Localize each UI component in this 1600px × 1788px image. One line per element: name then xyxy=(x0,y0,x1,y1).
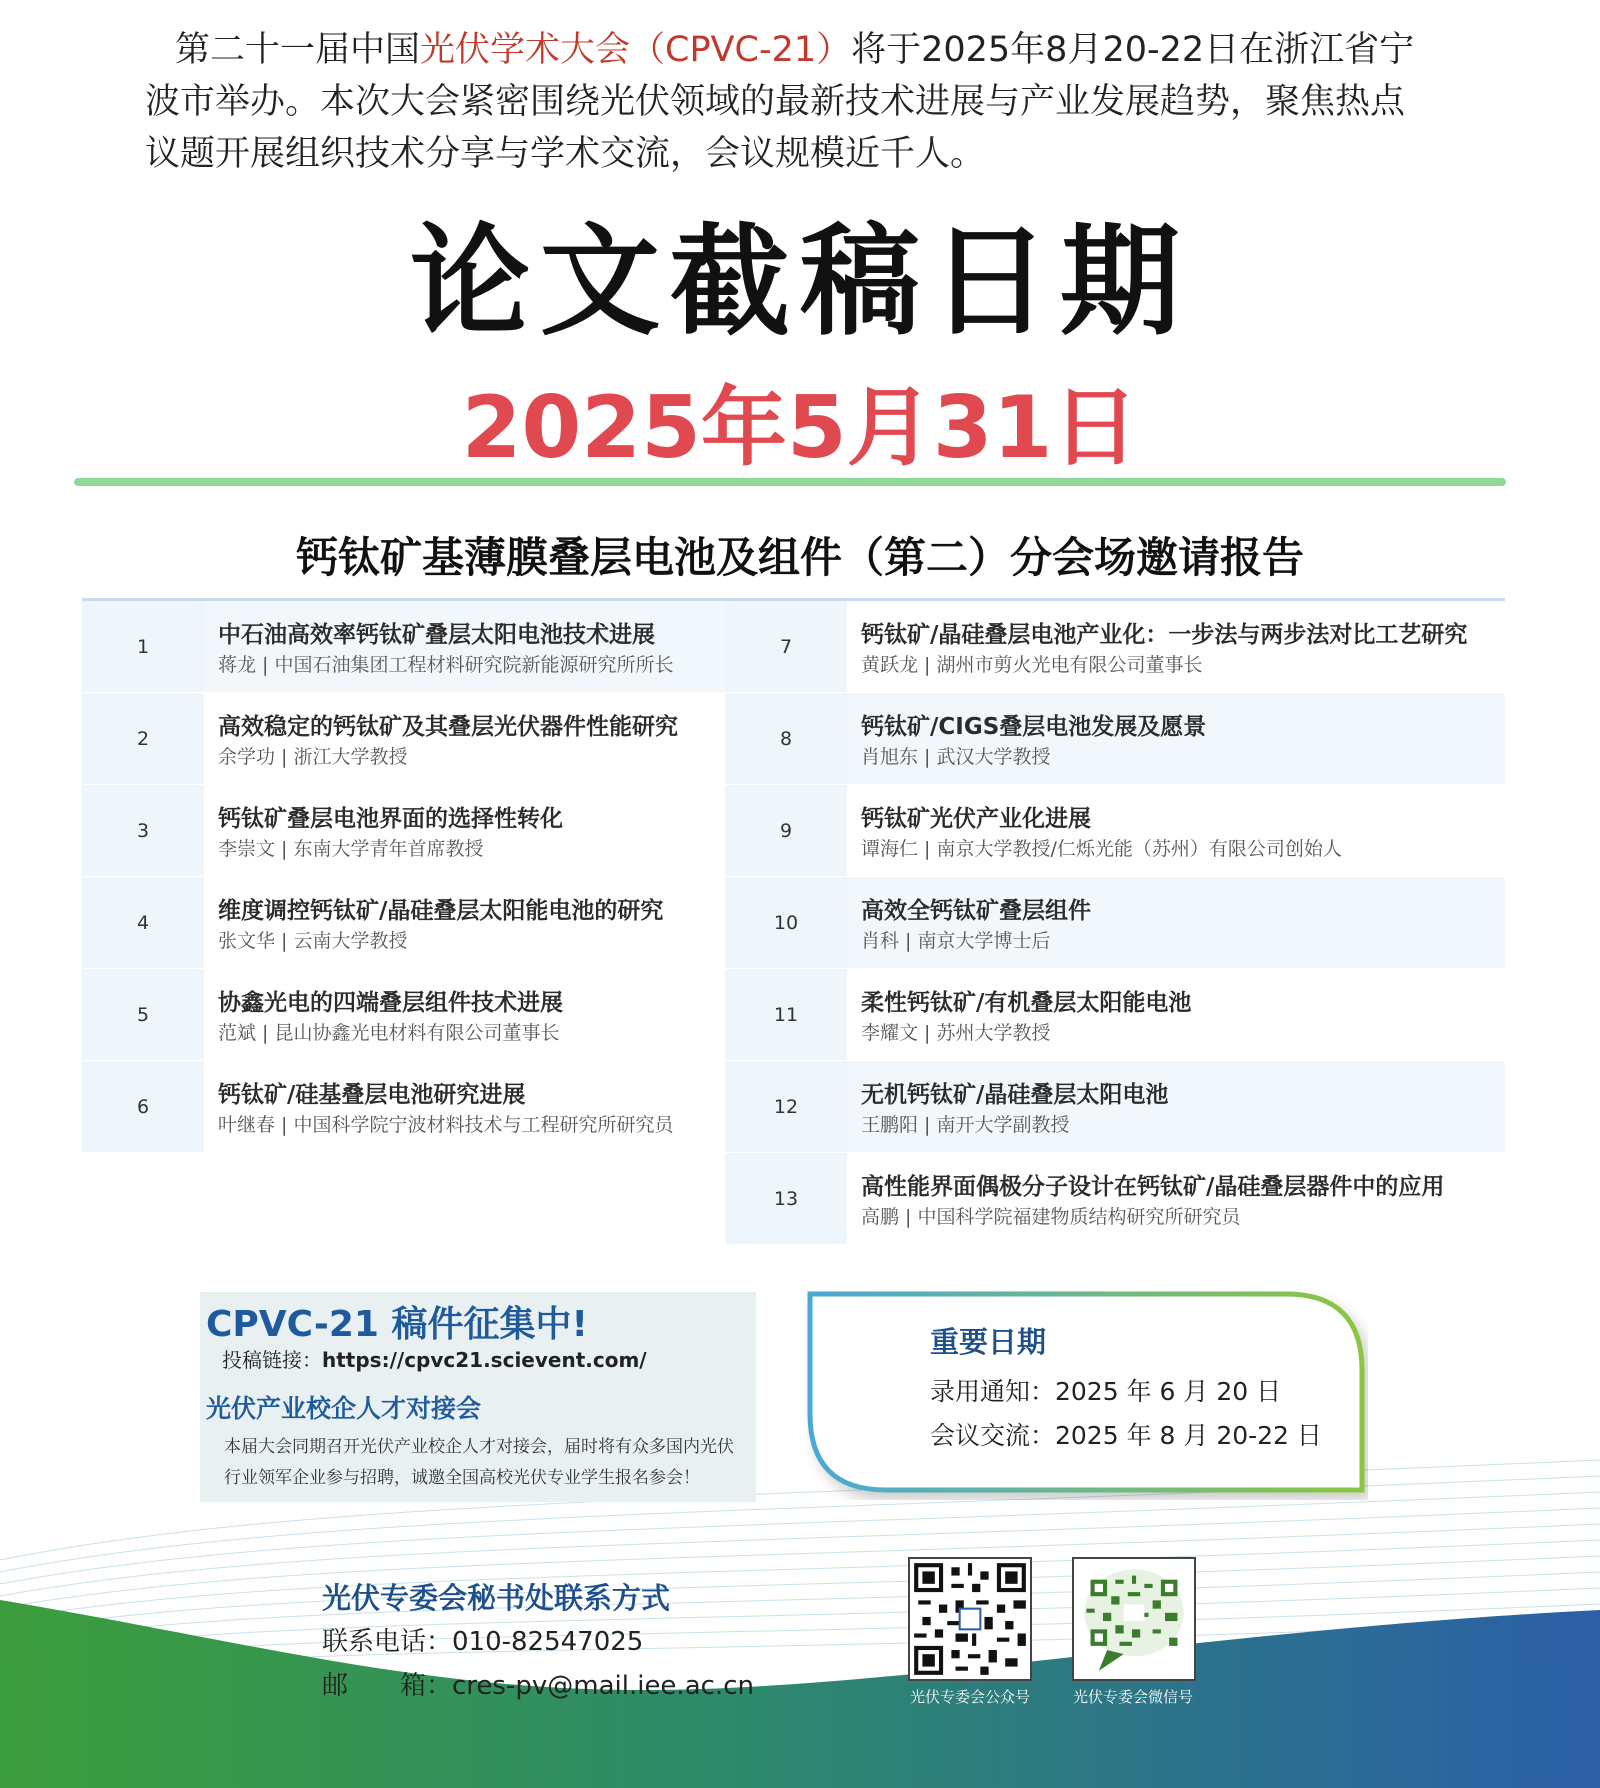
talk-cell xyxy=(204,969,726,1060)
talent-fair-title: 光伏产业校企人才对接会 xyxy=(206,1394,482,1423)
talk-number: 9 xyxy=(725,785,847,876)
talk-number: 5 xyxy=(82,969,204,1060)
talk-title: 钙钛矿/晶硅叠层电池产业化：一步法与两步法对比工艺研究 xyxy=(861,622,1468,648)
talk-number: 1 xyxy=(82,601,204,692)
table-row xyxy=(82,693,726,785)
talk-speaker: 李耀文 | 苏州大学教授 xyxy=(861,1022,1051,1044)
contact-email-line xyxy=(322,1666,754,1706)
talk-cell xyxy=(204,1061,726,1152)
qr-code-icon xyxy=(908,1557,1032,1681)
talk-cell xyxy=(847,601,1505,692)
table-row xyxy=(725,601,1505,693)
talent-fair-desc-line-1: 本届大会同期召开光伏产业校企人才对接会，届时将有众多国内光伏 xyxy=(224,1437,734,1457)
talk-title: 钙钛矿/硅基叠层电池研究进展 xyxy=(218,1082,526,1108)
talk-cell xyxy=(847,785,1505,876)
contact-phone: 联系电话：010-82547025 xyxy=(322,1627,644,1657)
intro-post: 将于2025年8月20-22日在浙江省宁 xyxy=(851,30,1415,70)
contact-email[interactable]: cres-pv@mail.iee.ac.cn xyxy=(452,1671,754,1701)
qr-label-official-account: 光伏专委会公众号 xyxy=(910,1688,1031,1706)
intro-line-3: 议题开展组织技术分享与学术交流，会议规模近千人。 xyxy=(145,134,986,174)
table-row xyxy=(82,785,726,877)
talk-cell xyxy=(847,969,1505,1060)
talk-title: 维度调控钙钛矿/晶硅叠层太阳能电池的研究 xyxy=(218,898,664,924)
submission-link-line xyxy=(222,1345,647,1375)
submission-link-label: 投稿链接： xyxy=(222,1348,322,1372)
talk-speaker: 高鹏 | 中国科学院福建物质结构研究所研究员 xyxy=(861,1206,1241,1228)
talk-cell xyxy=(847,877,1505,968)
table-row xyxy=(725,785,1505,877)
intro-pre: 第二十一届中国 xyxy=(175,30,421,70)
talk-cell xyxy=(204,601,726,692)
divider xyxy=(74,478,1506,486)
table-row xyxy=(82,877,726,969)
talk-title: 协鑫光电的四端叠层组件技术进展 xyxy=(218,990,563,1016)
talk-cell xyxy=(204,693,726,784)
qr-label-wechat: 光伏专委会微信号 xyxy=(1073,1688,1194,1706)
talk-list-right xyxy=(725,598,1505,1245)
important-dates-title: 重要日期 xyxy=(930,1325,1047,1359)
talk-speaker: 王鹏阳 | 南开大学副教授 xyxy=(861,1114,1070,1136)
qr-code-icon xyxy=(1072,1557,1196,1681)
talk-title: 高效稳定的钙钛矿及其叠层光伏器件性能研究 xyxy=(218,714,678,740)
talk-number: 7 xyxy=(725,601,847,692)
talk-number: 2 xyxy=(82,693,204,784)
session-title: 钙钛矿基薄膜叠层电池及组件（第二）分会场邀请报告 xyxy=(295,533,1304,582)
talk-title: 钙钛矿叠层电池界面的选择性转化 xyxy=(218,806,563,832)
table-row xyxy=(725,693,1505,785)
talk-speaker: 余学功 | 浙江大学教授 xyxy=(218,746,408,768)
conference-date: 会议交流：2025 年 8 月 20-22 日 xyxy=(930,1421,1322,1450)
talk-number: 6 xyxy=(82,1061,204,1152)
intro-line-2: 波市举办。本次大会紧密围绕光伏领域的最新技术进展与产业发展趋势，聚焦热点 xyxy=(145,82,1406,122)
talk-title: 高性能界面偶极分子设计在钙钛矿/晶硅叠层器件中的应用 xyxy=(861,1174,1445,1200)
talk-title: 柔性钙钛矿/有机叠层太阳能电池 xyxy=(861,990,1192,1016)
wave-fill xyxy=(0,1600,1600,1788)
talk-cell xyxy=(847,693,1505,784)
talk-number: 8 xyxy=(725,693,847,784)
talk-number: 13 xyxy=(725,1153,847,1244)
table-row xyxy=(82,969,726,1061)
table-row xyxy=(725,877,1505,969)
table-row xyxy=(725,1153,1505,1245)
contact-title: 光伏专委会秘书处联系方式 xyxy=(322,1581,671,1615)
talk-number: 11 xyxy=(725,969,847,1060)
talk-speaker: 谭海仁 | 南京大学教授/仁烁光能（苏州）有限公司创始人 xyxy=(861,838,1342,860)
talk-list-left xyxy=(82,598,726,1153)
submission-link[interactable]: https://cpvc21.scievent.com/ xyxy=(322,1348,647,1372)
talk-number: 12 xyxy=(725,1061,847,1152)
talk-cell xyxy=(204,785,726,876)
talk-title: 中石油高效率钙钛矿叠层太阳电池技术进展 xyxy=(218,622,655,648)
talk-number: 10 xyxy=(725,877,847,968)
talk-cell xyxy=(847,1061,1505,1152)
talk-number: 3 xyxy=(82,785,204,876)
table-row xyxy=(82,601,726,693)
talk-number: 4 xyxy=(82,877,204,968)
table-row xyxy=(82,1061,726,1153)
intro-paragraph xyxy=(145,24,1465,180)
talk-title: 无机钙钛矿/晶硅叠层太阳电池 xyxy=(861,1082,1169,1108)
table-row xyxy=(725,969,1505,1061)
email-label: 邮 箱： xyxy=(322,1671,453,1701)
talk-speaker: 肖科 | 南京大学博士后 xyxy=(861,930,1051,952)
deadline-title: 论文截稿日期 xyxy=(410,213,1190,352)
talk-cell xyxy=(204,877,726,968)
table-row xyxy=(725,1061,1505,1153)
intro-line-1 xyxy=(145,24,1465,76)
deadline-date: 2025年5月31日 xyxy=(461,378,1139,478)
talk-title: 钙钛矿光伏产业化进展 xyxy=(861,806,1091,832)
talk-title: 高效全钙钛矿叠层组件 xyxy=(861,898,1091,924)
talk-speaker: 李崇文 | 东南大学青年首席教授 xyxy=(218,838,484,860)
talk-speaker: 蒋龙 | 中国石油集团工程材料研究院新能源研究所所长 xyxy=(218,654,674,676)
acceptance-notice-date: 录用通知：2025 年 6 月 20 日 xyxy=(930,1377,1282,1406)
talk-speaker: 肖旭东 | 武汉大学教授 xyxy=(861,746,1051,768)
talk-speaker: 黄跃龙 | 湖州市剪火光电有限公司董事长 xyxy=(861,654,1203,676)
talk-speaker: 张文华 | 云南大学教授 xyxy=(218,930,408,952)
call-title: CPVC-21 稿件征集中! xyxy=(206,1304,588,1345)
conference-name: 光伏学术大会（CPVC-21） xyxy=(420,30,852,70)
talk-speaker: 范斌 | 昆山协鑫光电材料有限公司董事长 xyxy=(218,1022,560,1044)
talent-fair-description xyxy=(224,1432,754,1494)
talk-cell xyxy=(847,1153,1505,1244)
talk-speaker: 叶继春 | 中国科学院宁波材料技术与工程研究所研究员 xyxy=(218,1114,674,1136)
talk-title: 钙钛矿/CIGS叠层电池发展及愿景 xyxy=(861,714,1207,740)
talent-fair-desc-line-2: 行业领军企业参与招聘，诚邀全国高校光伏专业学生报名参会！ xyxy=(224,1468,700,1488)
